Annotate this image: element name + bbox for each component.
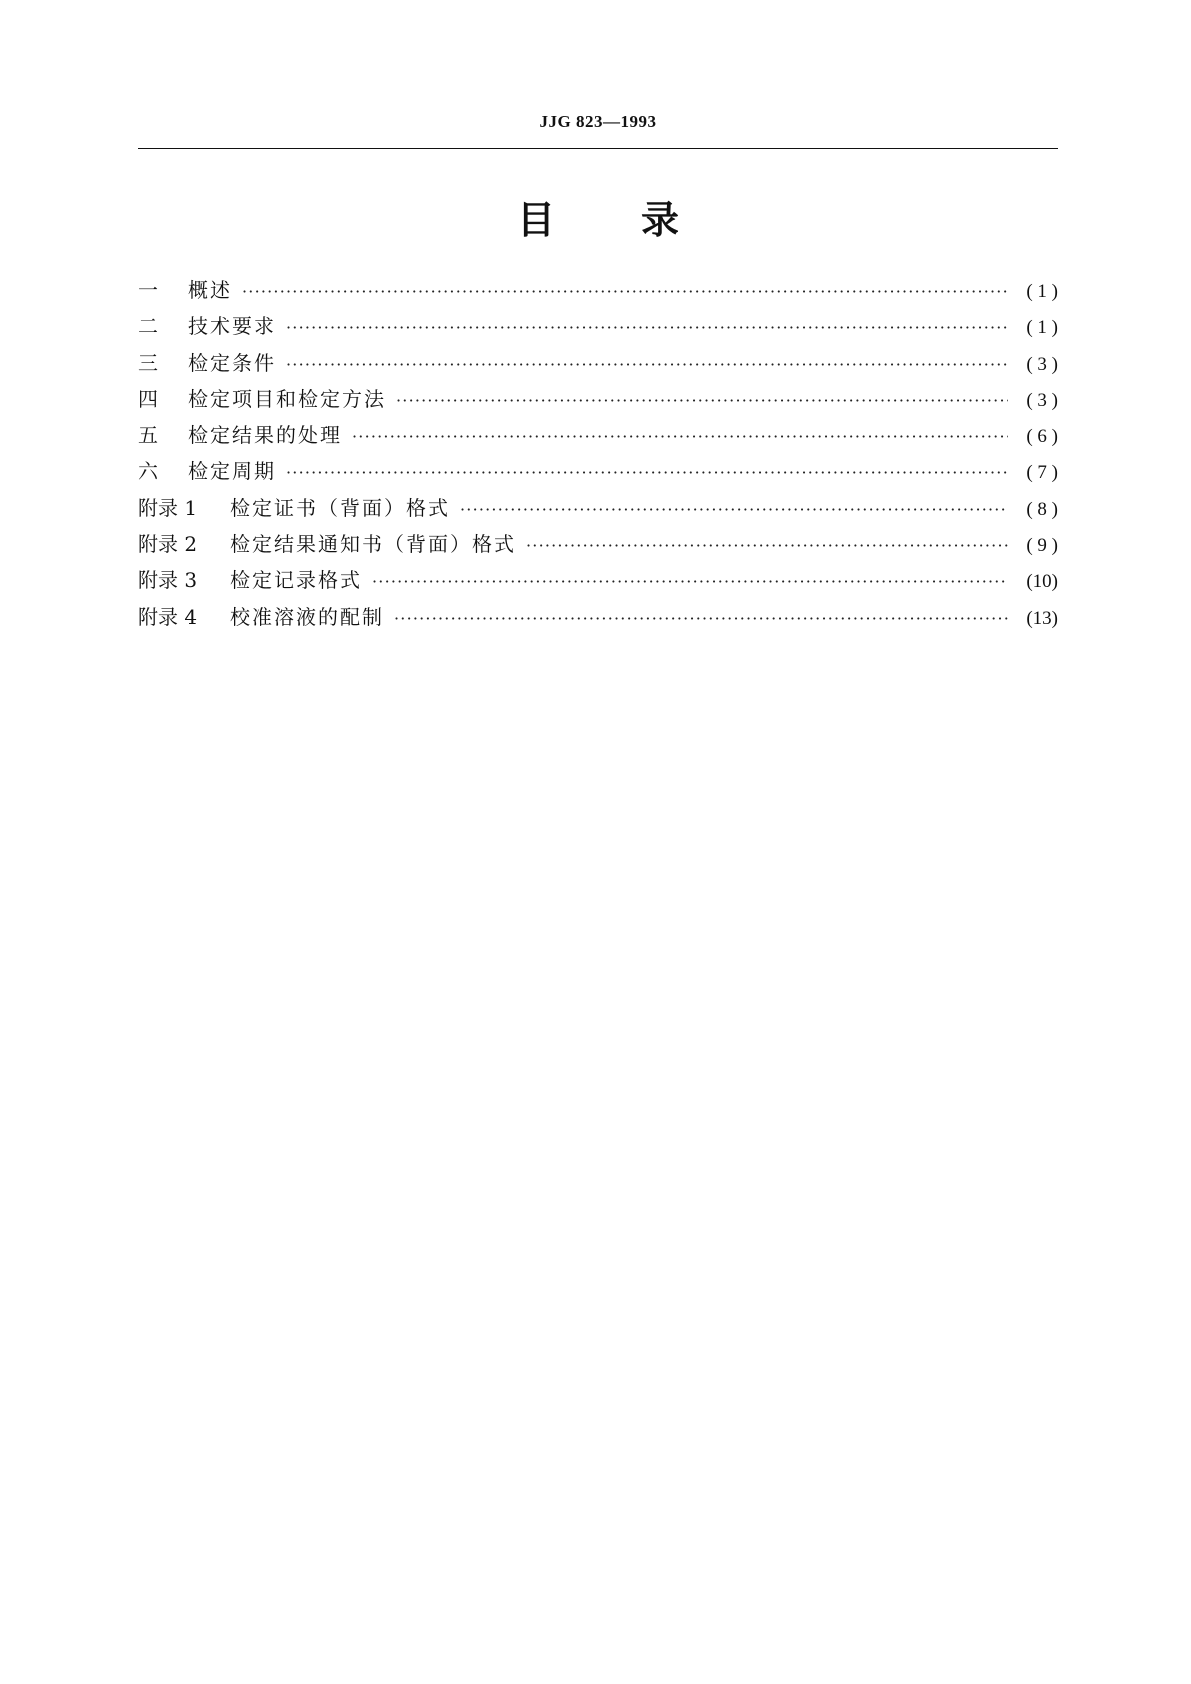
toc-entry-label: 检定记录格式 [230, 568, 362, 593]
toc-entry-number: 五 [138, 423, 160, 448]
toc-entry-1[interactable] [138, 276, 1058, 312]
dot-leader [396, 387, 1008, 415]
dot-leader [242, 278, 1008, 306]
table-of-contents [138, 276, 1058, 639]
toc-entry-number: 一 [138, 278, 160, 302]
toc-entry-page: ( 8 ) [1026, 498, 1058, 520]
dot-leader [352, 423, 1008, 451]
document-code-header: JJG 823—1993 [539, 112, 657, 131]
toc-entry-page: (10) [1026, 571, 1058, 593]
toc-entry-page: ( 6 ) [1026, 426, 1058, 448]
toc-entry-number: 四 [138, 386, 160, 411]
toc-entry-appendix-1[interactable] [138, 494, 1058, 530]
toc-entry-number: 附录 3 [138, 568, 198, 593]
dot-leader [372, 568, 1008, 596]
toc-entry-appendix-4[interactable] [138, 603, 1058, 639]
toc-entry-page: ( 1 ) [1026, 281, 1058, 302]
dot-leader [394, 605, 1008, 633]
dot-leader [286, 459, 1008, 487]
toc-entry-2[interactable] [138, 312, 1058, 348]
toc-entry-label: 检定证书（背面）格式 [230, 495, 450, 520]
toc-entry-label: 检定周期 [188, 459, 276, 484]
toc-entry-label: 技术要求 [188, 314, 276, 339]
toc-entry-6[interactable] [138, 457, 1058, 493]
toc-entry-label: 校准溶液的配制 [230, 604, 384, 629]
toc-entry-label: 检定条件 [188, 350, 276, 375]
title-char-1: 目 [516, 198, 555, 242]
toc-entry-number: 六 [138, 459, 160, 484]
toc-entry-number: 三 [138, 350, 160, 375]
toc-entry-label: 检定项目和检定方法 [188, 386, 386, 411]
toc-entry-number: 附录 4 [138, 604, 198, 629]
dot-leader [460, 496, 1008, 524]
toc-entry-page: ( 7 ) [1026, 462, 1058, 484]
toc-entry-number: 二 [138, 314, 160, 339]
toc-entry-page: ( 9 ) [1026, 535, 1058, 557]
dot-leader [286, 314, 1008, 342]
toc-entry-number: 附录 2 [138, 532, 198, 557]
toc-entry-page: ( 1 ) [1026, 317, 1058, 339]
toc-entry-number: 附录 1 [138, 495, 198, 520]
toc-entry-3[interactable] [138, 349, 1058, 385]
dot-leader [526, 532, 1008, 560]
toc-entry-page: ( 3 ) [1026, 353, 1058, 375]
toc-entry-label: 概述 [188, 278, 232, 302]
title-char-2: 录 [641, 198, 680, 242]
toc-entry-4[interactable] [138, 385, 1058, 421]
toc-entry-5[interactable] [138, 421, 1058, 457]
header-divider [138, 148, 1058, 149]
toc-entry-page: (13) [1026, 607, 1058, 629]
toc-entry-label: 检定结果的处理 [188, 423, 342, 448]
dot-leader [286, 351, 1008, 379]
toc-entry-label: 检定结果通知书（背面）格式 [230, 532, 516, 557]
toc-entry-page: ( 3 ) [1026, 389, 1058, 411]
toc-entry-appendix-2[interactable] [138, 530, 1058, 566]
toc-entry-appendix-3[interactable] [138, 566, 1058, 602]
page-title [138, 196, 1058, 244]
